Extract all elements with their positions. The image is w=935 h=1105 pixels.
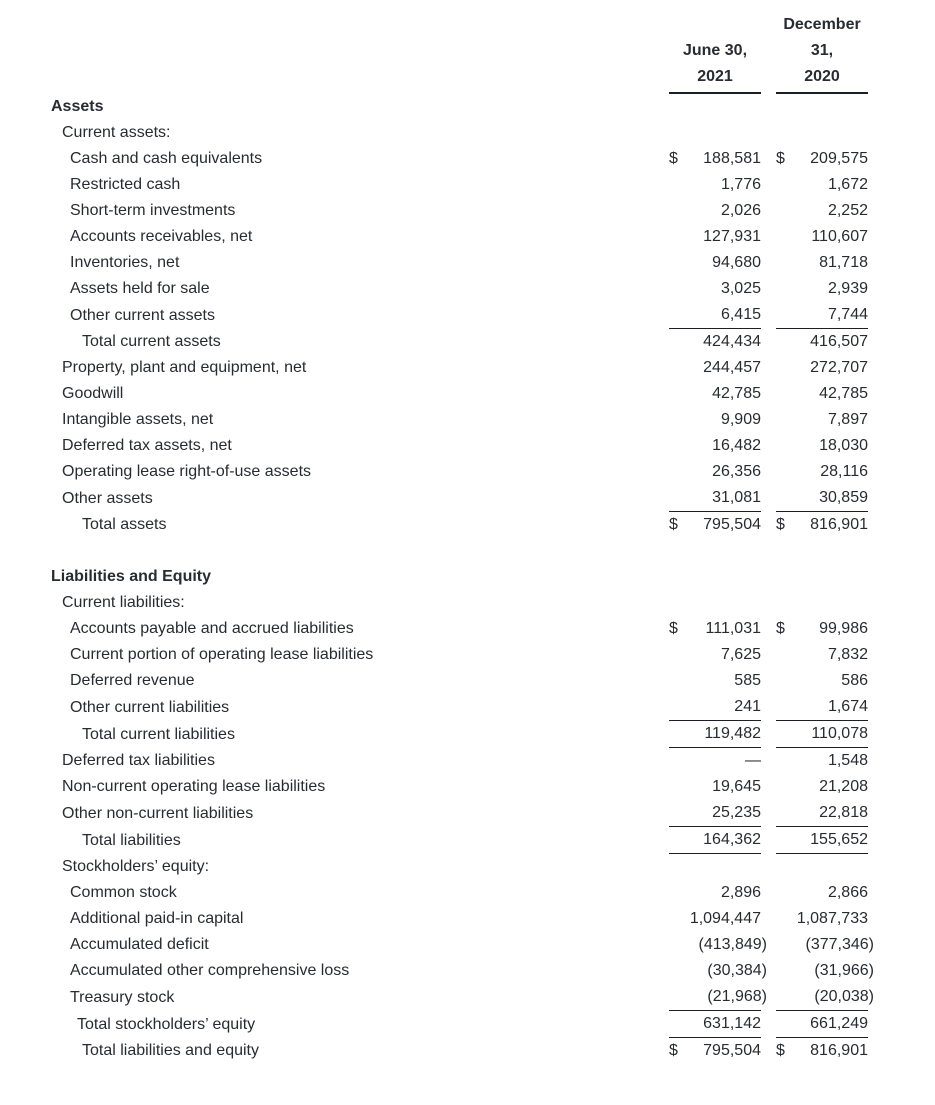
- value-cell-period-2: [776, 250, 868, 276]
- row-value: 661,249: [810, 1015, 868, 1032]
- row-label: Current portion of operating lease liabilities: [70, 646, 374, 663]
- value-cell-period-2: [776, 1038, 868, 1064]
- row-label: Total assets: [82, 516, 167, 533]
- row-label: Treasury stock: [70, 988, 175, 1006]
- value-cell-period-2: [776, 748, 868, 774]
- row-value: 1,776: [720, 176, 761, 193]
- table-row: [51, 94, 868, 120]
- value-cell-period-1: [669, 1011, 761, 1038]
- table-row: [51, 329, 868, 355]
- row-label: Deferred tax assets, net: [62, 437, 232, 454]
- row-value: 42,785: [819, 385, 868, 402]
- table-row: [51, 590, 868, 616]
- value-cell-period-2: [776, 694, 868, 721]
- row-value: 586: [841, 672, 868, 689]
- row-value: (21,968): [707, 988, 767, 1005]
- table-row: [51, 564, 868, 590]
- row-label: Current assets:: [62, 124, 171, 141]
- value-cell-period-2: [776, 94, 868, 120]
- table-row: [51, 668, 868, 694]
- row-value: 1,548: [827, 752, 868, 769]
- value-cell-period-2: [776, 932, 874, 958]
- table-row: [51, 355, 868, 381]
- table-row: [51, 906, 868, 932]
- row-value: 241: [734, 698, 761, 715]
- row-label: Accumulated deficit: [70, 936, 209, 953]
- row-value: 16,482: [712, 437, 761, 454]
- value-cell-period-2: [776, 485, 868, 512]
- dollar-sign: $: [776, 150, 785, 167]
- table-row: [51, 512, 868, 538]
- row-value: 188,581: [703, 150, 761, 167]
- dollar-sign: $: [669, 150, 678, 167]
- value-cell-period-2: [776, 880, 868, 906]
- row-value: 19,645: [712, 778, 761, 795]
- column-header-december-31-2020: [776, 12, 868, 94]
- column-header-line: December: [783, 16, 861, 33]
- row-label: Restricted cash: [70, 176, 181, 193]
- value-cell-period-2: [776, 433, 868, 459]
- value-cell-period-1: [669, 906, 761, 932]
- value-cell-period-2: [776, 616, 868, 642]
- row-value: 6,415: [720, 306, 761, 323]
- row-label: Total current liabilities: [82, 725, 235, 743]
- value-cell-period-1: [669, 407, 761, 433]
- value-cell-period-2: [776, 564, 868, 590]
- column-header-line: 31,: [810, 42, 834, 59]
- value-cell-period-2: [776, 146, 868, 172]
- row-label: Other non-current liabilities: [62, 804, 254, 822]
- table-row: [51, 854, 868, 880]
- value-cell-period-1: [669, 224, 761, 250]
- row-label: Total liabilities: [82, 831, 181, 849]
- value-cell-period-1: [669, 880, 761, 906]
- row-value: 110,607: [811, 228, 868, 245]
- row-value: 7,897: [827, 411, 868, 428]
- value-cell-period-2: [776, 538, 868, 564]
- dollar-sign: $: [669, 516, 678, 533]
- table-row: [51, 1011, 868, 1038]
- value-cell-period-2: [776, 721, 868, 748]
- value-cell-period-1: [669, 668, 761, 694]
- dollar-sign: $: [776, 516, 785, 533]
- column-header-line: June 30,: [682, 42, 748, 59]
- row-label: Total stockholders’ equity: [77, 1015, 256, 1033]
- value-cell-period-2: [776, 984, 874, 1011]
- row-label: Deferred tax liabilities: [62, 752, 215, 769]
- column-header-line: 2020: [804, 68, 840, 85]
- value-cell-period-2: [776, 800, 868, 827]
- value-cell-period-2: [776, 459, 868, 485]
- value-cell-period-1: [669, 590, 761, 616]
- table-row: [51, 250, 868, 276]
- value-cell-period-1: [669, 512, 761, 538]
- table-row: [51, 381, 868, 407]
- row-label: Total current assets: [82, 333, 221, 350]
- value-cell-period-2: [776, 120, 868, 146]
- value-cell-period-2: [776, 958, 874, 984]
- row-value: (30,384): [707, 962, 767, 979]
- row-value: 816,901: [810, 516, 868, 533]
- value-cell-period-1: [669, 748, 761, 774]
- row-value: 119,482: [704, 725, 761, 742]
- row-label: Other assets: [62, 489, 153, 507]
- value-cell-period-1: [669, 564, 761, 590]
- row-value: 110,078: [811, 725, 868, 742]
- row-value: 28,116: [820, 463, 868, 480]
- value-cell-period-2: [776, 512, 868, 538]
- table-row: [51, 433, 868, 459]
- table-row: [51, 642, 868, 668]
- value-cell-period-1: [669, 381, 761, 407]
- row-label: Current liabilities:: [62, 594, 185, 611]
- row-label: Deferred revenue: [70, 672, 195, 689]
- value-cell-period-1: [669, 854, 761, 880]
- value-cell-period-1: [669, 250, 761, 276]
- column-headers: [51, 12, 868, 94]
- table-row: [51, 459, 868, 485]
- row-value: 424,434: [703, 333, 761, 350]
- value-cell-period-2: [776, 668, 868, 694]
- row-label: Common stock: [70, 884, 177, 901]
- value-cell-period-1: [669, 616, 761, 642]
- value-cell-period-2: [776, 827, 868, 854]
- row-label: Accounts payable and accrued liabilities: [70, 620, 354, 637]
- value-cell-period-2: [776, 329, 868, 355]
- row-value: 7,625: [720, 646, 761, 663]
- row-value: 1,672: [827, 176, 868, 193]
- value-cell-period-1: [669, 800, 761, 827]
- row-value: 7,744: [827, 306, 868, 323]
- row-value: 94,680: [712, 254, 761, 271]
- row-value: 816,901: [810, 1042, 868, 1059]
- row-label: Total liabilities and equity: [82, 1042, 259, 1059]
- value-cell-period-2: [776, 407, 868, 433]
- column-header-june-30-2021: [669, 12, 761, 94]
- value-cell-period-1: [669, 146, 761, 172]
- row-value: 2,896: [720, 884, 761, 901]
- value-cell-period-1: [669, 355, 761, 381]
- value-cell-period-2: [776, 224, 868, 250]
- row-value: (377,346): [805, 936, 874, 953]
- row-value: 25,235: [712, 804, 761, 821]
- dollar-sign: $: [776, 620, 785, 637]
- row-label: Assets: [51, 98, 104, 115]
- row-value: —: [745, 752, 761, 769]
- row-value: 164,362: [703, 831, 761, 848]
- value-cell-period-1: [669, 94, 761, 120]
- rows: [51, 94, 874, 1064]
- value-cell-period-1: [669, 1038, 761, 1064]
- row-value: 3,025: [720, 280, 761, 297]
- value-cell-period-1: [669, 774, 761, 800]
- value-cell-period-1: [669, 827, 761, 854]
- table-row: [51, 932, 874, 958]
- value-cell-period-1: [669, 198, 761, 224]
- value-cell-period-2: [776, 590, 868, 616]
- value-cell-period-1: [669, 642, 761, 668]
- row-value: 1,087,733: [796, 910, 868, 927]
- value-cell-period-2: [776, 906, 868, 932]
- row-label: Liabilities and Equity: [51, 568, 212, 585]
- table-row: [51, 721, 868, 748]
- value-cell-period-2: [776, 355, 868, 381]
- table-row: [51, 407, 868, 433]
- row-label: Goodwill: [62, 385, 124, 402]
- row-value: 2,252: [827, 202, 868, 219]
- row-label: Operating lease right-of-use assets: [62, 463, 312, 480]
- row-value: 42,785: [712, 385, 761, 402]
- table-row: [51, 120, 868, 146]
- table-row: [51, 827, 868, 854]
- row-value: 209,575: [810, 150, 868, 167]
- dollar-sign: $: [669, 620, 678, 637]
- row-value: 9,909: [720, 411, 761, 428]
- row-value: (31,966): [814, 962, 874, 979]
- row-value: 21,208: [819, 778, 868, 795]
- table-row: [51, 958, 874, 984]
- row-label: Other current assets: [70, 306, 215, 324]
- row-value: 30,859: [819, 489, 868, 506]
- row-label: Non-current operating lease liabilities: [62, 778, 326, 795]
- value-cell-period-2: [776, 276, 868, 302]
- row-label: Inventories, net: [70, 254, 180, 271]
- table-row: [51, 748, 868, 774]
- table-row: [51, 694, 868, 721]
- row-value: (20,038): [814, 988, 874, 1005]
- value-cell-period-2: [776, 302, 868, 329]
- value-cell-period-2: [776, 1011, 868, 1038]
- row-label: Other current liabilities: [70, 698, 230, 716]
- row-label: Cash and cash equivalents: [70, 150, 263, 167]
- value-cell-period-2: [776, 198, 868, 224]
- value-cell-period-2: [776, 854, 868, 880]
- table-row: [51, 302, 868, 329]
- column-header-line: [669, 12, 761, 38]
- row-label: Property, plant and equipment, net: [62, 359, 307, 376]
- value-cell-period-2: [776, 381, 868, 407]
- row-label: Additional paid-in capital: [70, 910, 244, 927]
- table-row: [51, 880, 868, 906]
- row-value: 7,832: [827, 646, 868, 663]
- value-cell-period-1: [669, 721, 761, 748]
- row-label: Accounts receivables, net: [70, 228, 253, 245]
- row-value: 31,081: [712, 489, 761, 506]
- row-value: 416,507: [810, 333, 868, 350]
- value-cell-period-2: [776, 642, 868, 668]
- value-cell-period-1: [669, 958, 767, 984]
- value-cell-period-1: [669, 120, 761, 146]
- row-value: 244,457: [703, 359, 761, 376]
- table-row: [51, 984, 874, 1011]
- row-value: 1,674: [827, 698, 868, 715]
- row-value: 111,031: [705, 620, 761, 637]
- table-row: [51, 172, 868, 198]
- table-row: [51, 1038, 868, 1064]
- table-row: [51, 774, 868, 800]
- row-value: 155,652: [810, 831, 868, 848]
- row-value: 18,030: [819, 437, 868, 454]
- row-value: 795,504: [703, 516, 761, 533]
- column-header-line: 2021: [697, 68, 733, 85]
- row-value: 99,986: [819, 620, 868, 637]
- dollar-sign: $: [669, 1042, 678, 1059]
- row-value: 631,142: [703, 1015, 761, 1032]
- value-cell-period-1: [669, 459, 761, 485]
- row-label: Short-term investments: [70, 202, 236, 219]
- value-cell-period-2: [776, 172, 868, 198]
- row-value: 127,931: [703, 228, 761, 245]
- table-row: [51, 224, 868, 250]
- value-cell-period-1: [669, 172, 761, 198]
- value-cell-period-1: [669, 485, 761, 512]
- table-row: [51, 146, 868, 172]
- row-value: 1,094,447: [689, 910, 761, 927]
- value-cell-period-1: [669, 932, 767, 958]
- table-row: [51, 198, 868, 224]
- row-label: Assets held for sale: [70, 280, 210, 297]
- table-row: [51, 538, 868, 564]
- row-value: 2,939: [827, 280, 868, 297]
- value-cell-period-1: [669, 984, 767, 1011]
- row-value: (413,849): [698, 936, 767, 953]
- value-cell-period-1: [669, 302, 761, 329]
- dollar-sign: $: [776, 1042, 785, 1059]
- row-value: 272,707: [810, 359, 868, 376]
- table-row: [51, 800, 868, 827]
- row-value: 2,026: [720, 202, 761, 219]
- row-value: 795,504: [703, 1042, 761, 1059]
- row-value: 22,818: [819, 804, 868, 821]
- row-label: Intangible assets, net: [62, 411, 214, 428]
- row-value: 81,718: [819, 254, 868, 271]
- row-value: 2,866: [827, 884, 868, 901]
- value-cell-period-1: [669, 433, 761, 459]
- table-row: [51, 485, 868, 512]
- value-cell-period-1: [669, 276, 761, 302]
- value-cell-period-2: [776, 774, 868, 800]
- table-row: [51, 616, 868, 642]
- value-cell-period-1: [669, 329, 761, 355]
- row-value: 585: [734, 672, 761, 689]
- value-cell-period-1: [669, 694, 761, 721]
- table-row: [51, 276, 868, 302]
- value-cell-period-1: [669, 538, 761, 564]
- row-label: Accumulated other comprehensive loss: [70, 962, 350, 979]
- row-value: 26,356: [712, 463, 761, 480]
- row-label: Stockholders’ equity:: [62, 858, 210, 875]
